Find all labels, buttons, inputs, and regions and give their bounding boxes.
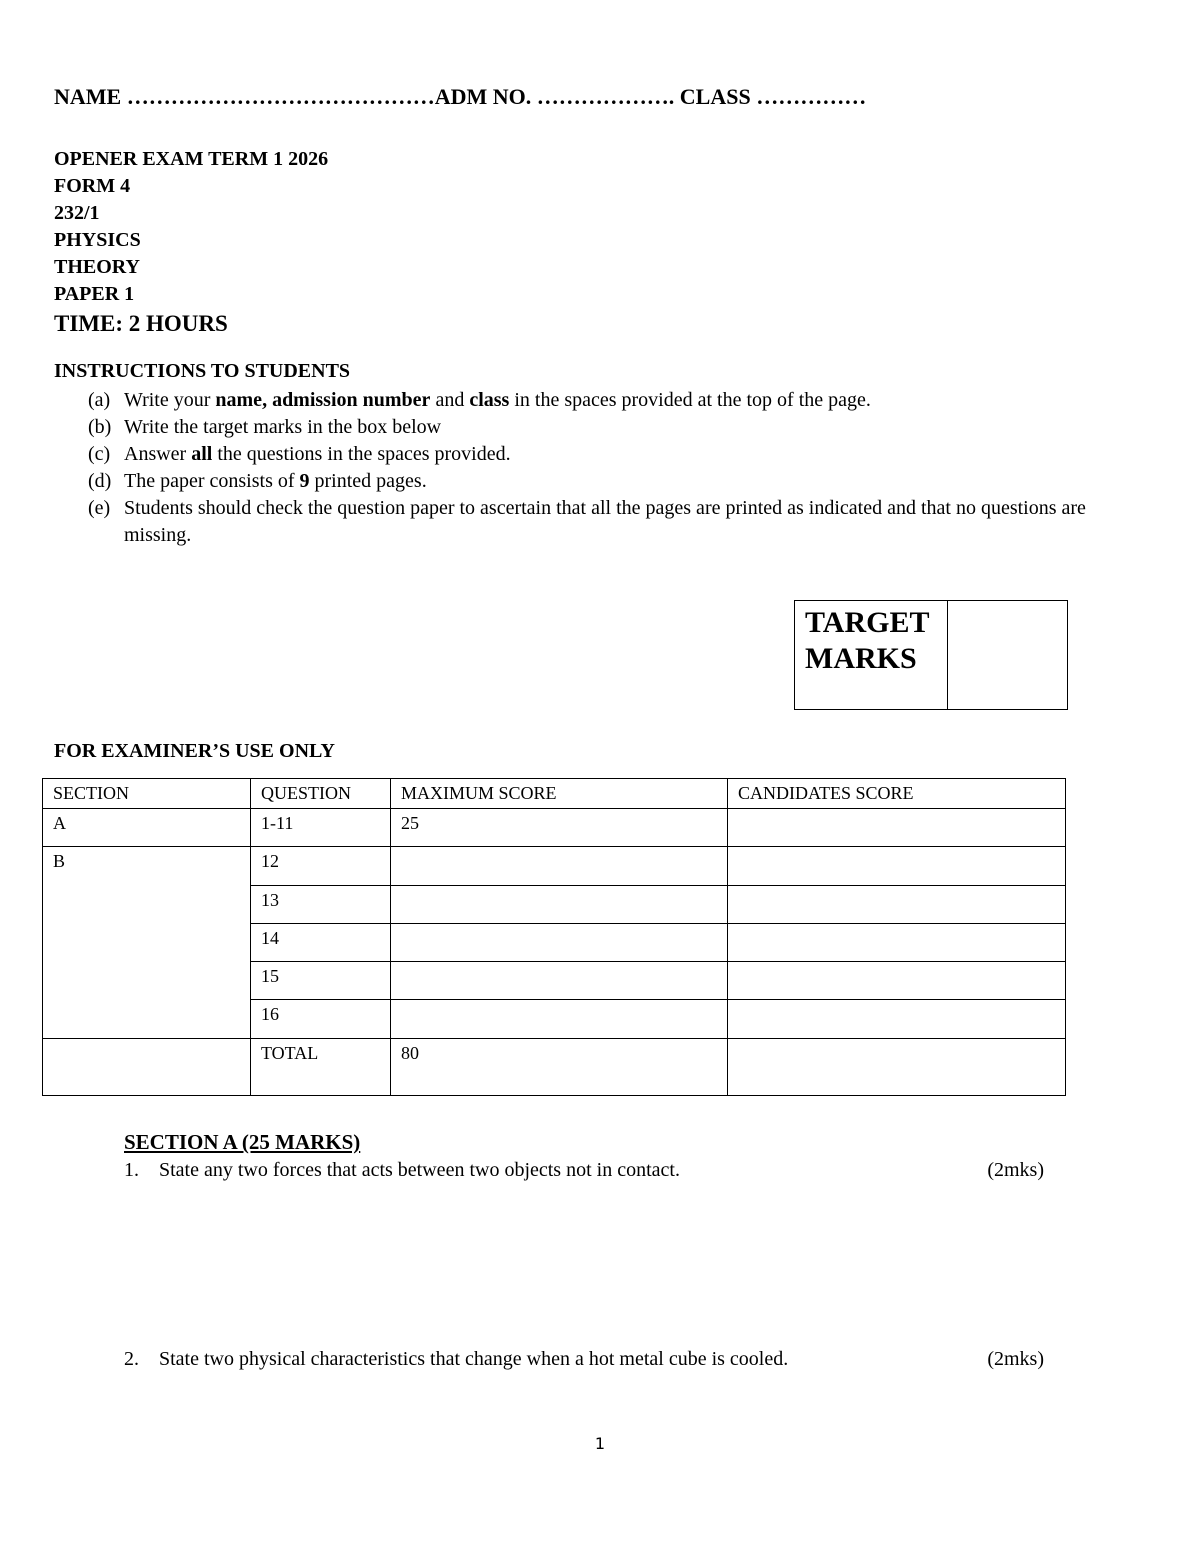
name-field[interactable]: …………………………………… [126, 84, 435, 109]
cell-question: 16 [251, 1000, 391, 1039]
cell-max [391, 924, 728, 962]
cell-candidate-total[interactable] [728, 1039, 1066, 1096]
paper-code: 232/1 [54, 202, 100, 224]
cell-section [43, 1039, 251, 1096]
examiner-score-table [42, 778, 1066, 1096]
table-row [43, 847, 1066, 886]
form-level: FORM 4 [54, 175, 131, 197]
col-candidate-score: CANDIDATES SCORE [728, 779, 1066, 809]
paper-type: THEORY [54, 256, 140, 278]
section-a-heading: SECTION A (25 MARKS) [124, 1130, 361, 1154]
instruction-item: (d) The paper consists of 9 printed pages. [88, 470, 427, 492]
question-marks: (2mks) [987, 1159, 1044, 1181]
instructions-list [88, 387, 1148, 549]
col-section: SECTION [43, 779, 251, 809]
cell-max [391, 962, 728, 1000]
subject: PHYSICS [54, 229, 141, 251]
target-marks-input[interactable] [948, 601, 1067, 709]
examiner-heading: FOR EXAMINER’S USE ONLY [54, 740, 335, 762]
cell-question: 15 [251, 962, 391, 1000]
exam-title-block [54, 146, 328, 337]
name-label: NAME [54, 84, 122, 109]
cell-question: 13 [251, 886, 391, 924]
cell-question: 14 [251, 924, 391, 962]
cell-max: 25 [391, 809, 728, 847]
class-field[interactable]: …………… [756, 84, 867, 109]
exam-time: TIME: 2 HOURS [54, 311, 228, 336]
col-question: QUESTION [251, 779, 391, 809]
table-row-total [43, 1039, 1066, 1096]
exam-name: OPENER EXAM TERM 1 2026 [54, 148, 329, 170]
cell-candidate-score[interactable] [728, 962, 1066, 1000]
adm-field[interactable]: ………………. [536, 84, 675, 109]
cell-total-max: 80 [391, 1039, 728, 1096]
question-text: State two physical characteristics that change when a hot metal cube is cooled. [159, 1348, 789, 1370]
page-number: 1 [594, 1434, 606, 1453]
class-label: CLASS [679, 84, 751, 109]
cell-section: B [43, 847, 251, 1039]
cell-max [391, 847, 728, 886]
question-text: State any two forces that acts between two objects not in contact. [159, 1159, 680, 1181]
paper-number: PAPER 1 [54, 283, 135, 305]
question-marks: (2mks) [987, 1348, 1044, 1370]
cell-section: A [43, 809, 251, 847]
cell-total-label: TOTAL [251, 1039, 391, 1096]
adm-label: ADM NO. [434, 84, 532, 109]
instruction-item: (b) Write the target marks in the box below [88, 416, 442, 438]
instruction-item: (c) Answer all the questions in the spaces provided. [88, 443, 511, 465]
table-row [43, 809, 1066, 847]
cell-question: 12 [251, 847, 391, 886]
question-number: 1. [124, 1159, 139, 1181]
instruction-item: (e) Students should check the question paper to ascertain that all the pages are printed as indicated and that no questions are missing. [88, 497, 1086, 546]
cell-candidate-score[interactable] [728, 1000, 1066, 1039]
question-number: 2. [124, 1348, 139, 1370]
cell-question: 1-11 [251, 809, 391, 847]
cell-candidate-score[interactable] [728, 809, 1066, 847]
col-max-score: MAXIMUM SCORE [391, 779, 728, 809]
cell-max [391, 1000, 728, 1039]
cell-candidate-score[interactable] [728, 886, 1066, 924]
target-marks-label: TARGET MARKS [795, 601, 948, 709]
cell-candidate-score[interactable] [728, 924, 1066, 962]
table-header-row [43, 779, 1066, 809]
instruction-item: (a) Write your name, admission number and class in the spaces provided at the top of the page. [88, 389, 871, 411]
student-details-line [54, 84, 866, 110]
instructions-heading: INSTRUCTIONS TO STUDENTS [54, 360, 351, 382]
cell-candidate-score[interactable] [728, 847, 1066, 886]
target-marks-box [794, 600, 1068, 710]
cell-max [391, 886, 728, 924]
